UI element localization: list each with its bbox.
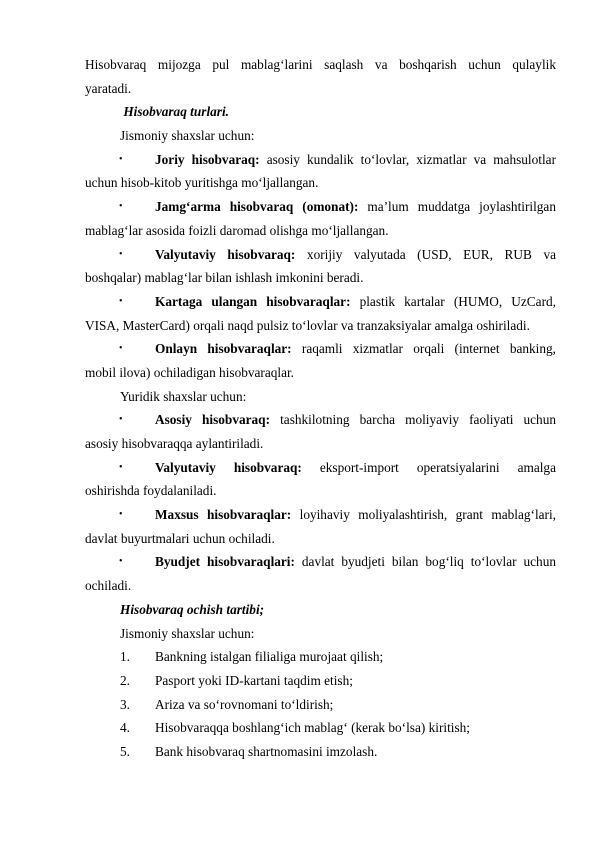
- intro-line-2: yaratadi.: [85, 80, 132, 96]
- list-item: 1. Bankning istalgan filialiga murojaat qilish;: [85, 645, 556, 669]
- individuals-label-2: Jismoniy shaxslar uchun:: [120, 625, 255, 641]
- section-heading-opening-procedure: Hisobvaraq ochish tartibi;: [120, 601, 265, 617]
- bullet-icon: •: [119, 556, 123, 568]
- list-item: 2. Pasport yoki ID-kartani taqdim etish;: [85, 669, 556, 693]
- bullet-icon: •: [119, 153, 123, 165]
- individual-account-list: • Joriy hisobvaraq: asosiy kundalik to‘lovlar, xizmatlar va mahsulotlar uchun hisob-kitob yuritishga mo‘ljallangan. • Jamg‘arma hisobvaraq (omonat): ma’lum muddatga joylashtirilgan mablag‘lar asosida foizli daromad olishga mo‘ljallangan. • Valyutaviy hisobvaraq: xorijiy valyutada (USD, EUR, RUB va boshqalar) mablag‘lar bilan ishlash imkonini beradi. • Kartaga ulangan hisobvaraqlar: plastik kartalar (HUMO, UzCard, VISA, MasterCard) orqali naqd pulsiz to‘lovlar va tranzaksiyalar amalga oshiriladi. • Onlayn hisobvaraqlar: raqamli xizmatlar orqali (internet banking, mobil ilova) ochiladigan hisobvaraqlar.: [85, 148, 556, 385]
- list-item: 4. Hisobvaraqqa boshlang‘ich mablag‘ (kerak bo‘lsa) kiritish;: [85, 716, 556, 740]
- bullet-icon: •: [119, 201, 123, 213]
- legal-entities-label: Yuridik shaxslar uchun:: [120, 388, 247, 404]
- step-number: 3.: [120, 696, 130, 712]
- step-number: 2.: [120, 672, 130, 688]
- step-number: 5.: [120, 743, 130, 759]
- intro-paragraph: [85, 53, 556, 77]
- step-number: 4.: [120, 720, 130, 736]
- legal-account-list: • Asosiy hisobvaraq: tashkilotning barcha moliyaviy faoliyati uchun asosiy hisobvaraqqa aylantiriladi. • Valyutaviy hisobvaraq: eksport-import operatsiyalarini amalga oshirishda foydalaniladi. • Maxsus hisobvaraqlar: loyihaviy moliyalashtirish, grant mablag‘lari, davlat buyurtmalari uchun ochiladi. • Byudjet hisobvaraqlari: davlat byudjeti bilan bog‘liq to‘lovlar uchun ochiladi.: [85, 408, 556, 598]
- list-item: • Maxsus hisobvaraqlar: loyihaviy moliyalashtirish, grant mablag‘lari,: [85, 503, 556, 527]
- bullet-icon: •: [119, 414, 123, 426]
- list-item: • Onlayn hisobvaraqlar: raqamli xizmatlar orqali (internet banking,: [85, 337, 556, 361]
- list-item: 5. Bank hisobvaraq shartnomasini imzolash.: [85, 740, 556, 764]
- list-item: • Valyutaviy hisobvaraq: xorijiy valyutada (USD, EUR, RUB va: [85, 243, 556, 267]
- bullet-icon: •: [119, 295, 123, 307]
- bullet-icon: •: [119, 343, 123, 355]
- bullet-icon: •: [119, 461, 123, 473]
- individuals-label: Jismoniy shaxslar uchun:: [120, 128, 255, 144]
- section-heading-types: Hisobvaraq turlari.: [120, 104, 229, 120]
- list-item: 3. Ariza va so‘rovnomani to‘ldirish;: [85, 693, 556, 717]
- document-page: [85, 53, 556, 764]
- bullet-icon: •: [119, 248, 123, 260]
- bullet-icon: •: [119, 509, 123, 521]
- list-item: • Joriy hisobvaraq: asosiy kundalik to‘lovlar, xizmatlar va mahsulotlar: [85, 148, 556, 172]
- step-number: 1.: [120, 649, 130, 665]
- opening-steps-list: [85, 645, 556, 763]
- intro-line-1: Hisobvaraq mijozga pul mablag‘larini saqlash va boshqarish uchun qulaylik: [85, 57, 556, 72]
- list-item: • Asosiy hisobvaraq: tashkilotning barcha moliyaviy faoliyati uchun: [85, 408, 556, 432]
- list-item: • Kartaga ulangan hisobvaraqlar: plastik kartalar (HUMO, UzCard,: [85, 290, 556, 314]
- list-item: • Byudjet hisobvaraqlari: davlat byudjeti bilan bog‘liq to‘lovlar uchun: [85, 550, 556, 574]
- list-item: • Valyutaviy hisobvaraq: eksport-import operatsiyalarini amalga: [85, 456, 556, 480]
- list-item: • Jamg‘arma hisobvaraq (omonat): ma’lum muddatga joylashtirilgan: [85, 195, 556, 219]
